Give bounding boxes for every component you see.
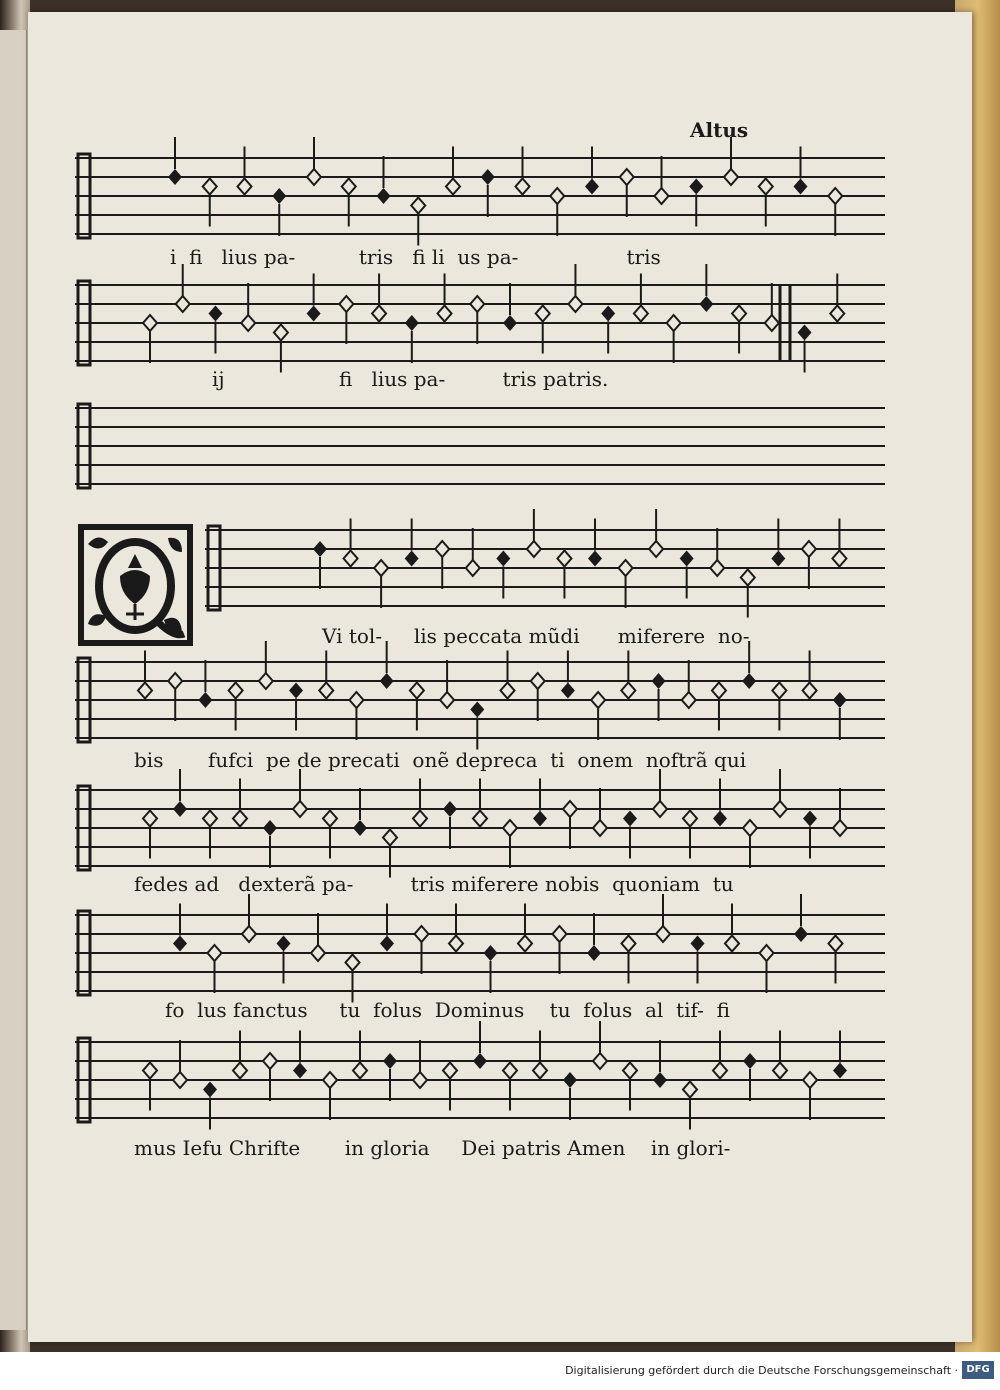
- note-head: [568, 296, 582, 312]
- note-head: [311, 945, 325, 961]
- note-head: [634, 306, 648, 322]
- note-head: [518, 936, 532, 952]
- note-head: [620, 169, 634, 185]
- footer-credit: Digitalisierung gefördert durch die Deutsche Forschungsgemeinschaft ·: [565, 1364, 958, 1377]
- note-head: [802, 541, 816, 557]
- note-head: [203, 811, 217, 827]
- note-head: [233, 811, 247, 827]
- note-head: [621, 683, 635, 699]
- note-head: [229, 683, 243, 699]
- note-head: [241, 315, 255, 331]
- note-head: [713, 811, 727, 827]
- note-head: [830, 306, 844, 322]
- note-head: [323, 1072, 337, 1088]
- digitization-footer: [0, 1352, 1000, 1390]
- voice-part-label: Altus: [690, 118, 749, 142]
- note-head: [242, 926, 256, 942]
- note-head: [828, 188, 842, 204]
- note-head: [732, 306, 746, 322]
- note-head: [342, 179, 356, 195]
- note-head: [198, 692, 212, 708]
- lyric-line-6: fo lus fanctus tu folus Dominus tu folus al tif- fi: [165, 998, 730, 1022]
- note-head: [527, 541, 541, 557]
- note-head: [259, 673, 273, 689]
- note-head: [143, 315, 157, 331]
- note-head: [323, 811, 337, 827]
- note-head: [372, 306, 386, 322]
- note-head: [653, 1072, 667, 1088]
- note-head: [832, 551, 846, 567]
- note-head: [307, 169, 321, 185]
- note-head: [501, 683, 515, 699]
- note-head: [415, 926, 429, 942]
- note-head: [656, 926, 670, 942]
- note-head: [293, 801, 307, 817]
- note-head: [760, 945, 774, 961]
- note-head: [470, 296, 484, 312]
- note-head: [553, 926, 567, 942]
- note-head: [593, 820, 607, 836]
- note-head: [516, 179, 530, 195]
- note-head: [289, 683, 303, 699]
- note-head: [143, 1063, 157, 1079]
- note-head: [593, 1053, 607, 1069]
- note-head: [339, 296, 353, 312]
- note-head: [168, 673, 182, 689]
- note-head: [346, 955, 360, 971]
- note-head: [413, 1072, 427, 1088]
- note-head: [531, 673, 545, 689]
- note-head: [484, 945, 498, 961]
- note-head: [683, 811, 697, 827]
- note-head: [473, 1053, 487, 1069]
- note-head: [353, 1063, 367, 1079]
- lyric-line-2: ij fi lius pa- tris patris.: [212, 367, 609, 391]
- note-head: [622, 936, 636, 952]
- note-head: [557, 551, 571, 567]
- note-head: [168, 169, 182, 185]
- note-head: [470, 702, 484, 718]
- note-head: [689, 179, 703, 195]
- note-head: [691, 936, 705, 952]
- note-head: [765, 315, 779, 331]
- note-head: [496, 551, 510, 567]
- note-head: [743, 1053, 757, 1069]
- note-head: [449, 936, 463, 952]
- note-head: [473, 811, 487, 827]
- note-head: [344, 551, 358, 567]
- lyric-line-4: bis fufci pe de precati onẽ depreca ti onem noftrã qui: [134, 748, 747, 772]
- note-head: [759, 179, 773, 195]
- note-head: [349, 692, 363, 708]
- note-head: [833, 692, 847, 708]
- note-head: [293, 1063, 307, 1079]
- note-head: [203, 179, 217, 195]
- lyric-line-1: i fi lius pa- tris fi li us pa- tris: [170, 245, 661, 269]
- note-head: [798, 325, 812, 341]
- note-head: [440, 692, 454, 708]
- note-head: [277, 936, 291, 952]
- note-head: [374, 560, 388, 576]
- note-head: [353, 820, 367, 836]
- note-head: [263, 1053, 277, 1069]
- note-head: [649, 541, 663, 557]
- note-head: [601, 306, 615, 322]
- note-head: [503, 1063, 517, 1079]
- note-head: [803, 811, 817, 827]
- note-head: [313, 541, 327, 557]
- note-head: [173, 936, 187, 952]
- note-head: [803, 683, 817, 699]
- note-head: [466, 560, 480, 576]
- note-head: [591, 692, 605, 708]
- note-head: [208, 945, 222, 961]
- note-head: [724, 169, 738, 185]
- note-head: [443, 1063, 457, 1079]
- note-head: [536, 306, 550, 322]
- note-head: [274, 325, 288, 341]
- note-head: [742, 673, 756, 689]
- note-head: [710, 560, 724, 576]
- note-head: [652, 673, 666, 689]
- note-head: [623, 811, 637, 827]
- note-head: [173, 1072, 187, 1088]
- note-head: [561, 683, 575, 699]
- note-head: [410, 683, 424, 699]
- note-head: [443, 801, 457, 817]
- note-head: [699, 296, 713, 312]
- note-head: [743, 820, 757, 836]
- note-head: [233, 1063, 247, 1079]
- note-head: [587, 945, 601, 961]
- note-head: [771, 551, 785, 567]
- note-head: [383, 1053, 397, 1069]
- note-head: [585, 179, 599, 195]
- decorated-initial-q: [78, 524, 193, 646]
- note-head: [446, 179, 460, 195]
- note-head: [481, 169, 495, 185]
- note-head: [833, 820, 847, 836]
- note-head: [623, 1063, 637, 1079]
- note-head: [682, 692, 696, 708]
- note-head: [307, 306, 321, 322]
- note-head: [405, 315, 419, 331]
- lyric-line-7: mus Iefu Chrifte in gloria Dei patris Amen in glori-: [134, 1136, 731, 1160]
- note-head: [794, 179, 808, 195]
- note-head: [435, 541, 449, 557]
- note-head: [176, 296, 190, 312]
- note-head: [272, 188, 286, 204]
- note-head: [803, 1072, 817, 1088]
- note-head: [203, 1082, 217, 1098]
- lyric-line-3: Vi tol- lis peccata mũdi miferere no-: [322, 624, 750, 648]
- note-head: [829, 936, 843, 952]
- dfg-logo: DFG: [962, 1361, 994, 1379]
- note-head: [143, 811, 157, 827]
- note-head: [563, 801, 577, 817]
- note-head: [680, 551, 694, 567]
- note-head: [533, 811, 547, 827]
- note-head: [773, 801, 787, 817]
- note-head: [653, 801, 667, 817]
- note-head: [319, 683, 333, 699]
- note-head: [263, 820, 277, 836]
- note-head: [655, 188, 669, 204]
- note-head: [503, 820, 517, 836]
- note-head: [377, 188, 391, 204]
- note-head: [619, 560, 633, 576]
- note-head: [380, 936, 394, 952]
- note-head: [563, 1072, 577, 1088]
- note-head: [138, 683, 152, 699]
- note-head: [413, 811, 427, 827]
- note-head: [773, 1063, 787, 1079]
- note-head: [208, 306, 222, 322]
- note-head: [238, 179, 252, 195]
- note-head: [533, 1063, 547, 1079]
- note-head: [173, 801, 187, 817]
- note-head: [833, 1063, 847, 1079]
- note-head: [772, 683, 786, 699]
- note-head: [550, 188, 564, 204]
- note-head: [380, 673, 394, 689]
- note-head: [405, 551, 419, 567]
- note-head: [712, 683, 726, 699]
- note-head: [667, 315, 681, 331]
- note-head: [713, 1063, 727, 1079]
- note-head: [383, 830, 397, 846]
- note-head: [683, 1082, 697, 1098]
- note-head: [725, 936, 739, 952]
- note-head: [411, 198, 425, 214]
- note-head: [503, 315, 517, 331]
- note-head: [588, 551, 602, 567]
- lyric-line-5: fedes ad dexterã pa- tris miferere nobis quoniam tu: [134, 872, 734, 896]
- note-head: [794, 926, 808, 942]
- note-head: [438, 306, 452, 322]
- note-head: [741, 570, 755, 586]
